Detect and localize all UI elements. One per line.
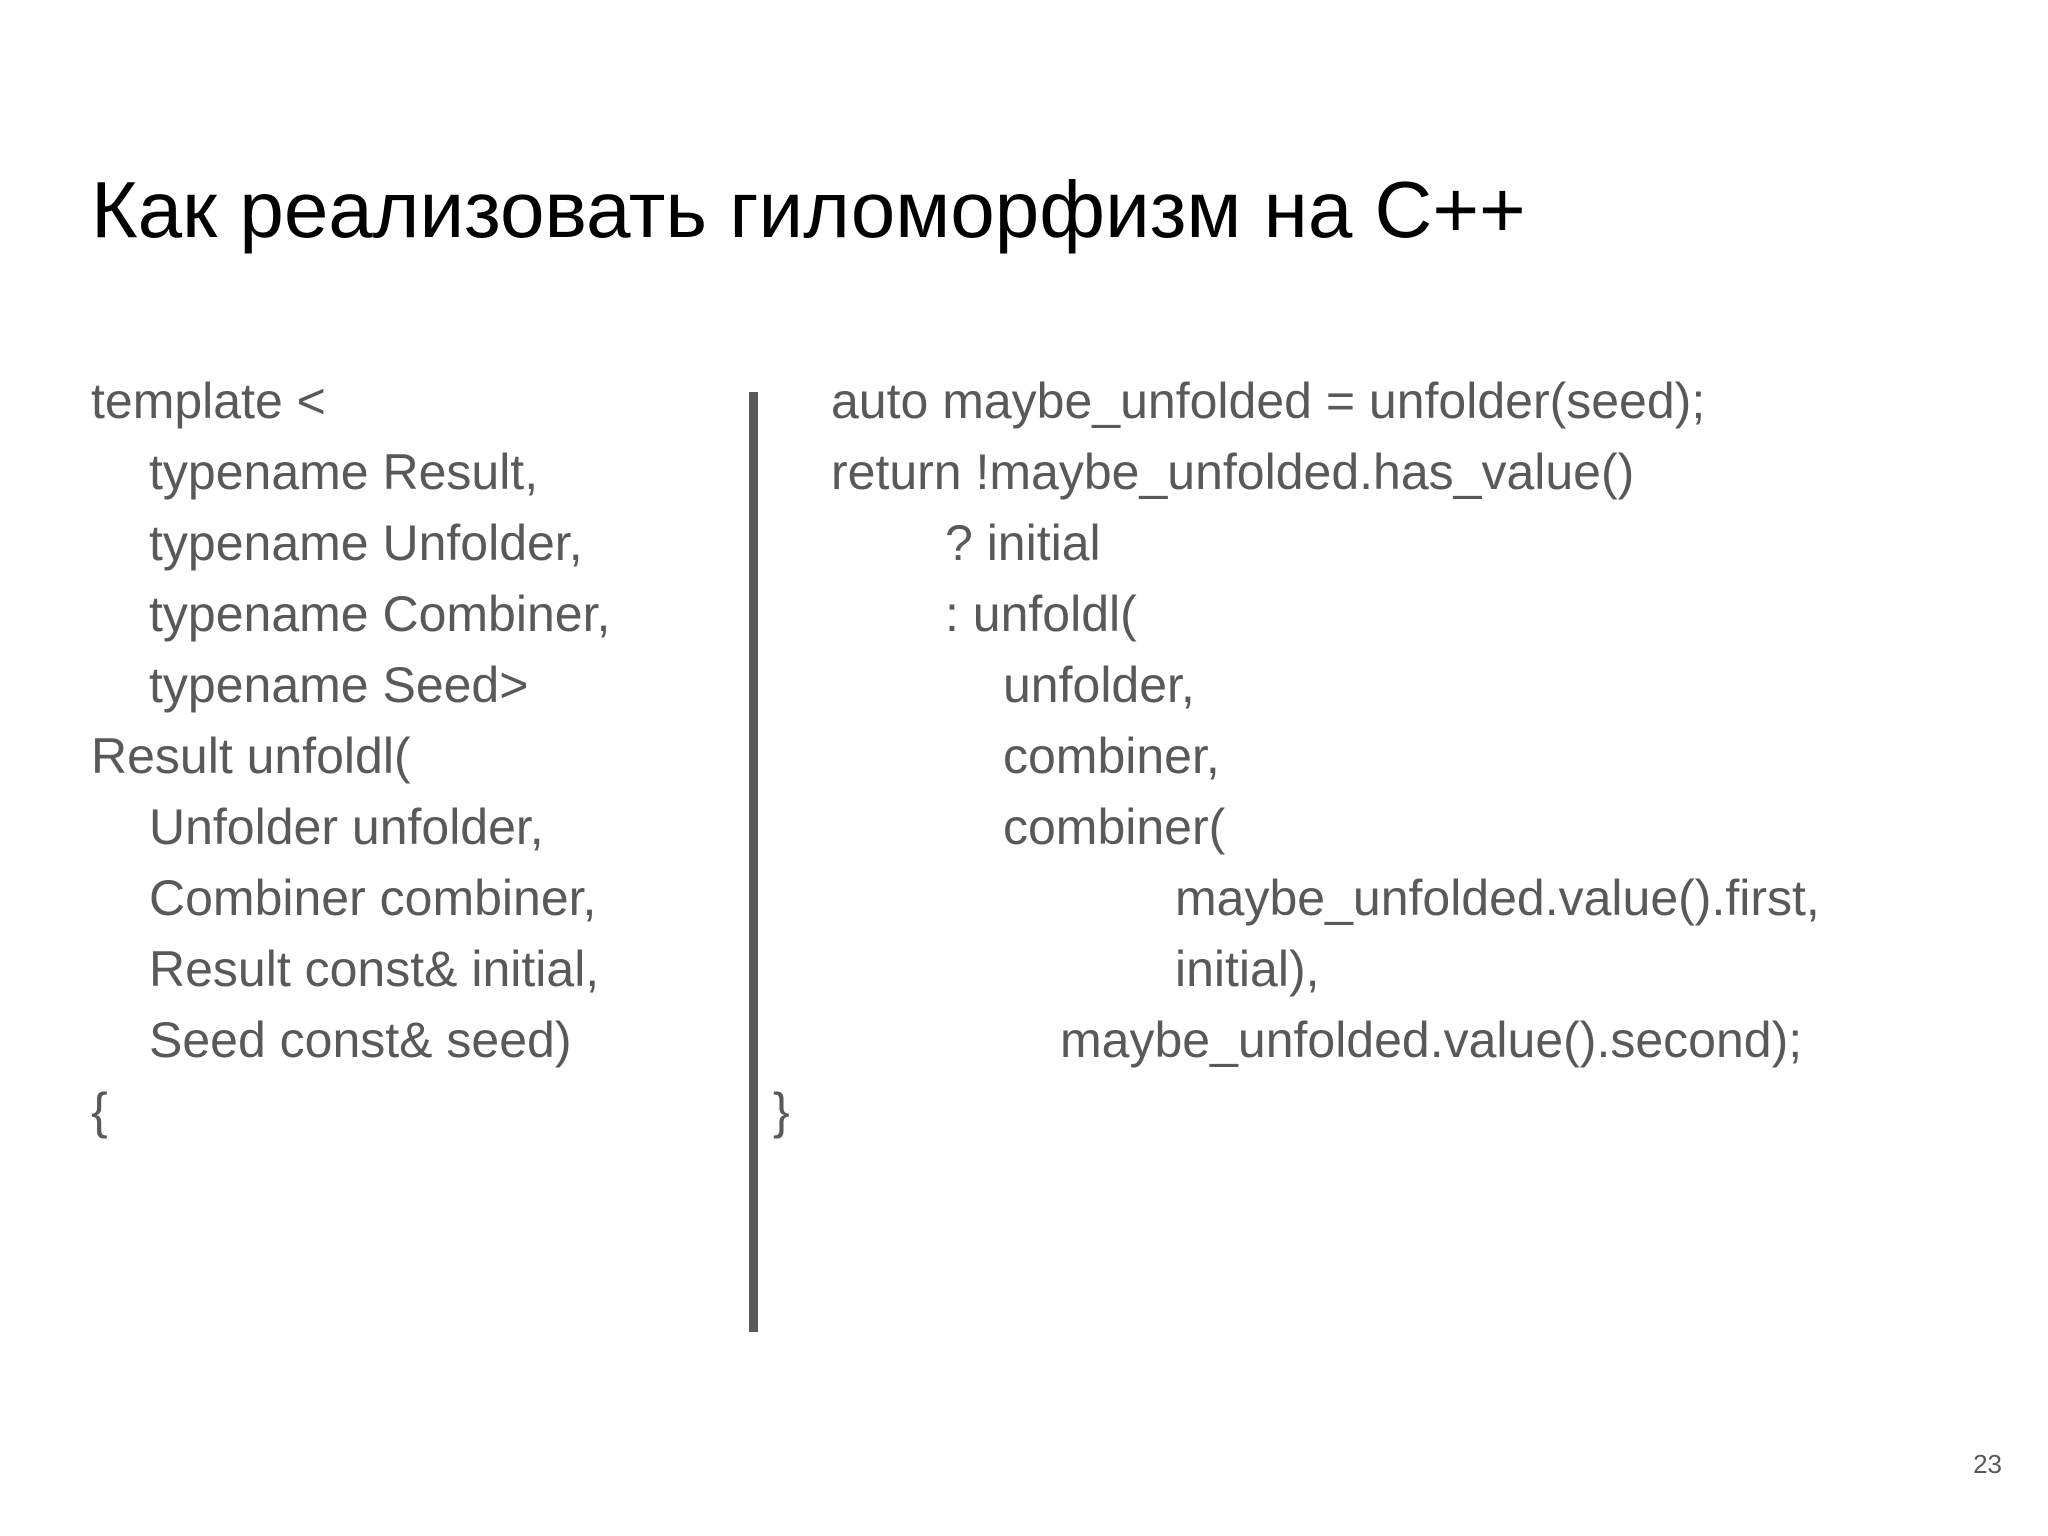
code-line: ? initial [945, 515, 1101, 571]
code-line: typename Result, [149, 444, 539, 500]
code-line: auto maybe_unfolded = unfolder(seed); [831, 373, 1706, 429]
code-line: Result unfoldl( [91, 728, 411, 784]
code-line: combiner, [1003, 728, 1220, 784]
code-line: maybe_unfolded.value().first, [1175, 870, 1820, 926]
code-line: template < [91, 373, 326, 429]
code-line: Combiner combiner, [149, 870, 597, 926]
slide-title: Как реализовать гиломорфизм на C++ [91, 165, 1526, 254]
code-line: { [91, 1083, 108, 1139]
code-line: : unfoldl( [945, 586, 1137, 642]
page-number: 23 [1973, 1449, 2002, 1479]
code-line: } [773, 1083, 790, 1139]
code-line: maybe_unfolded.value().second); [1060, 1012, 1803, 1068]
code-line: initial), [1175, 941, 1320, 997]
code-line: Unfolder unfolder, [149, 799, 544, 855]
code-line: typename Unfolder, [149, 515, 583, 571]
code-line: Result const& initial, [149, 941, 600, 997]
code-line: unfolder, [1003, 657, 1195, 713]
code-line: combiner( [1003, 799, 1226, 855]
column-divider [749, 392, 758, 1332]
code-line: Seed const& seed) [149, 1012, 572, 1068]
code-line: typename Combiner, [149, 586, 611, 642]
code-line: return !maybe_unfolded.has_value() [831, 444, 1635, 500]
code-line: typename Seed> [149, 657, 529, 713]
